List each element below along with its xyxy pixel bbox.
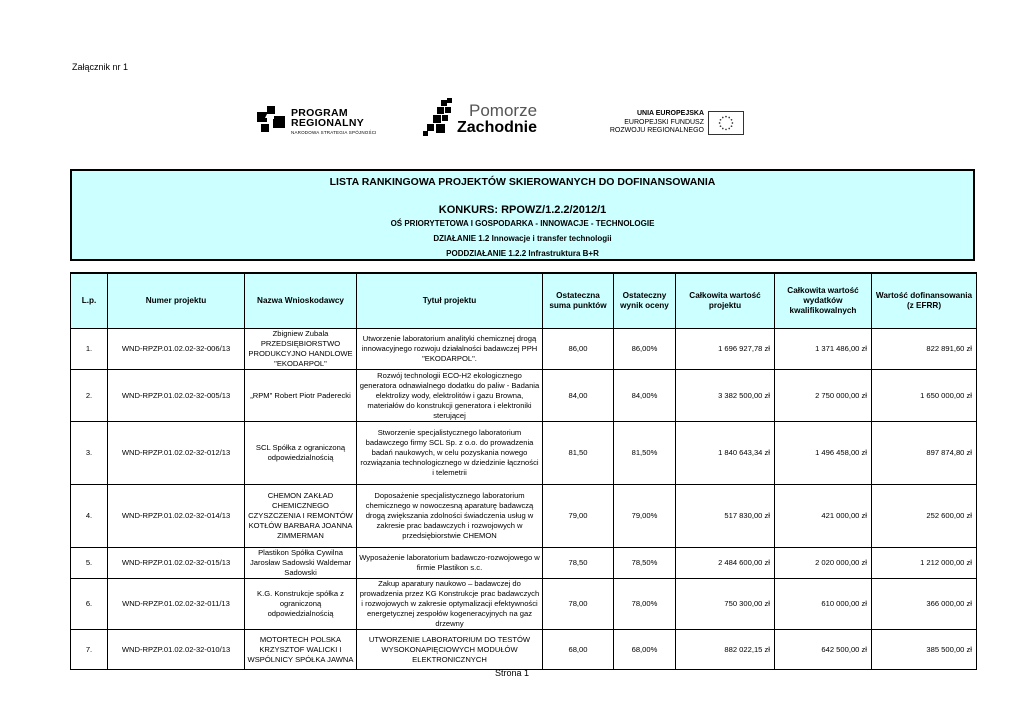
cell-punkty: 79,00 xyxy=(543,485,614,548)
col-header-wynik: Ostateczny wynik oceny xyxy=(614,273,676,329)
cell-wartosc: 882 022,15 zł xyxy=(676,630,775,670)
cell-wnioskodawca: SCL Spółka z ograniczoną odpowiedzialnością xyxy=(245,422,357,485)
cell-lp: 6. xyxy=(71,579,108,630)
cell-wartosc: 1 696 927,78 zł xyxy=(676,329,775,370)
cell-kwalifikowalne: 610 000,00 zł xyxy=(775,579,872,630)
cell-lp: 3. xyxy=(71,422,108,485)
cell-wynik: 84,00% xyxy=(614,370,676,422)
cell-wynik: 68,00% xyxy=(614,630,676,670)
cell-wnioskodawca: MOTORTECH POLSKA KRZYSZTOF WALICKI I WSPÓLNICY SPÓŁKA JAWNA xyxy=(245,630,357,670)
cell-wnioskodawca: Zbigniew Zubala PRZEDSIĘBIORSTWO PRODUKCYJNO HANDLOWE "EKODARPOL" xyxy=(245,329,357,370)
cell-lp: 2. xyxy=(71,370,108,422)
pomorze-zachodnie-mark-icon xyxy=(423,98,461,138)
col-header-punkty: Ostateczna suma punktów xyxy=(543,273,614,329)
cell-numer: WND-RPZP.01.02.02-32-005/13 xyxy=(108,370,245,422)
cell-tytul: Utworzenie laboratorium analityki chemicznej drogą innowacyjnego rozwoju działalności badawczej PPH "EKODARPOL". xyxy=(357,329,543,370)
cell-numer: WND-RPZP.01.02.02-32-014/13 xyxy=(108,485,245,548)
cell-kwalifikowalne: 421 000,00 zł xyxy=(775,485,872,548)
cell-kwalifikowalne: 1 371 486,00 zł xyxy=(775,329,872,370)
cell-numer: WND-RPZP.01.02.02-32-015/13 xyxy=(108,548,245,579)
cell-lp: 1. xyxy=(71,329,108,370)
cell-dofinansowanie: 252 600,00 zł xyxy=(872,485,977,548)
ranking-table xyxy=(70,272,977,670)
cell-punkty: 86,00 xyxy=(543,329,614,370)
cell-tytul: Zakup aparatury naukowo – badawczej do prowadzenia przez KG Konstrukcje prac badawczych i rozwojowych w zakresie optymalizacji efektywności energetycznej zespołów kogeneracyjnych na gaz drzewny xyxy=(357,579,543,630)
pomorze-text: Pomorze xyxy=(469,101,538,120)
annex-label: Załącznik nr 1 xyxy=(72,62,129,72)
cell-punkty: 78,50 xyxy=(543,548,614,579)
cell-dofinansowanie: 897 874,80 zł xyxy=(872,422,977,485)
table-row xyxy=(71,579,977,630)
program-line1: PROGRAM xyxy=(291,107,348,119)
program-sub: NARODOWA STRATEGIA SPÓJNOŚCI xyxy=(291,130,377,135)
cell-tytul: Rozwój technologii ECO-H2 ekologicznego generatora odnawialnego dodatku do paliw - Badania elektrolizy wody, elektrolitów i gazu Browna, materiałów do konstrukcji generatora i elektroniki sterującej xyxy=(357,370,543,422)
cell-numer: WND-RPZP.01.02.02-32-012/13 xyxy=(108,422,245,485)
cell-numer: WND-RPZP.01.02.02-32-011/13 xyxy=(108,579,245,630)
cell-tytul: Wyposażenie laboratorium badawczo-rozwojowego w firmie Plastikon s.c. xyxy=(357,548,543,579)
eu-logo xyxy=(588,110,748,136)
table-row xyxy=(71,422,977,485)
cell-tytul: Stworzenie specjalistycznego laboratorium badawczego firmy SCL Sp. z o.o. do prowadzenia badań naukowych, w celu pozyskania nowego rozwiązania technologicznego w dziedzinie łączności i telemetrii xyxy=(357,422,543,485)
col-header-dofinansowanie: Wartość dofinansowania (z EFRR) xyxy=(872,273,977,329)
col-header-wartosc: Całkowita wartość projektu xyxy=(676,273,775,329)
table-row xyxy=(71,548,977,579)
table-header-row xyxy=(71,273,977,329)
cell-kwalifikowalne: 2 020 000,00 zł xyxy=(775,548,872,579)
eu-line3: ROZWOJU REGIONALNEGO xyxy=(609,127,704,135)
cell-wartosc: 750 300,00 zł xyxy=(676,579,775,630)
cell-punkty: 78,00 xyxy=(543,579,614,630)
cell-lp: 4. xyxy=(71,485,108,548)
cell-wartosc: 517 830,00 zł xyxy=(676,485,775,548)
konkurs-label: KONKURS: RPOWZ/1.2.2/2012/1 xyxy=(438,204,607,216)
cell-tytul: UTWORZENIE LABORATORIUM DO TESTÓW WYSOKONAPIĘCIOWYCH MODUŁÓW ELEKTRONICZNYCH xyxy=(357,630,543,670)
poddzialanie-label: PODDZIAŁANIE 1.2.2 Infrastruktura B+R xyxy=(446,249,599,258)
dzialanie-label: DZIAŁANIE 1.2 Innowacje i transfer technologii xyxy=(433,234,612,243)
cell-kwalifikowalne: 2 750 000,00 zł xyxy=(775,370,872,422)
program-regionalny-mark-icon xyxy=(257,104,285,134)
cell-punkty: 81,50 xyxy=(543,422,614,485)
zachodnie-text: Zachodnie xyxy=(457,119,538,136)
cell-wnioskodawca: „RPM" Robert Piotr Paderecki xyxy=(245,370,357,422)
cell-dofinansowanie: 366 000,00 zł xyxy=(872,579,977,630)
cell-kwalifikowalne: 1 496 458,00 zł xyxy=(775,422,872,485)
eu-line2: EUROPEJSKI FUNDUSZ xyxy=(624,118,704,126)
cell-dofinansowanie: 1 650 000,00 zł xyxy=(872,370,977,422)
os-priorytetowa: OŚ PRIORYTETOWA I GOSPODARKA - INNOWACJE - TECHNOLOGIE xyxy=(390,219,655,228)
cell-wynik: 81,50% xyxy=(614,422,676,485)
cell-wynik: 78,50% xyxy=(614,548,676,579)
eu-line1: UNIA EUROPEJSKA xyxy=(636,110,704,117)
cell-punkty: 68,00 xyxy=(543,630,614,670)
eu-text xyxy=(610,110,704,136)
program-line2: REGIONALNY xyxy=(291,117,365,129)
table-row xyxy=(71,329,977,370)
header-box xyxy=(70,169,975,261)
cell-lp: 5. xyxy=(71,548,108,579)
cell-wnioskodawca: K.G. Konstrukcje spółka z ograniczoną odpowiedzialnością xyxy=(245,579,357,630)
cell-wnioskodawca: Plastikon Spółka Cywilna Jarosław Sadowski Waldemar Sadowski xyxy=(245,548,357,579)
cell-wynik: 86,00% xyxy=(614,329,676,370)
table-row xyxy=(71,485,977,548)
cell-wartosc: 3 382 500,00 zł xyxy=(676,370,775,422)
program-regionalny-logo xyxy=(255,102,390,136)
cell-kwalifikowalne: 642 500,00 zł xyxy=(775,630,872,670)
page-number: Strona 1 xyxy=(494,668,530,678)
cell-dofinansowanie: 385 500,00 zł xyxy=(872,630,977,670)
pomorze-zachodnie-logo xyxy=(423,98,553,140)
cell-wynik: 78,00% xyxy=(614,579,676,630)
cell-punkty: 84,00 xyxy=(543,370,614,422)
col-header-numer: Numer projektu xyxy=(108,273,245,329)
cell-numer: WND-RPZP.01.02.02-32-006/13 xyxy=(108,329,245,370)
cell-wynik: 79,00% xyxy=(614,485,676,548)
list-title: LISTA RANKINGOWA PROJEKTÓW SKIEROWANYCH DO DOFINANSOWANIA xyxy=(329,176,716,188)
cell-dofinansowanie: 1 212 000,00 zł xyxy=(872,548,977,579)
table-row xyxy=(71,630,977,670)
cell-wartosc: 1 840 643,34 zł xyxy=(676,422,775,485)
col-header-wnioskodawca: Nazwa Wnioskodawcy xyxy=(245,273,357,329)
cell-numer: WND-RPZP.01.02.02-32-010/13 xyxy=(108,630,245,670)
eu-flag-icon xyxy=(708,111,744,135)
program-regionalny-text xyxy=(291,108,364,128)
col-header-lp: L.p. xyxy=(71,273,108,329)
logo-bar xyxy=(255,98,755,140)
cell-wnioskodawca: CHEMON ZAKŁAD CHEMICZNEGO CZYSZCZENIA I REMONTÓW KOTŁÓW BARBARA JOANNA ZIMMERMAN xyxy=(245,485,357,548)
col-header-tytul: Tytuł projektu xyxy=(357,273,543,329)
cell-wartosc: 2 484 600,00 zł xyxy=(676,548,775,579)
cell-lp: 7. xyxy=(71,630,108,670)
col-header-kwalifikowalne: Całkowita wartość wydatków kwalifikowalnych xyxy=(775,273,872,329)
cell-tytul: Doposażenie specjalistycznego laboratorium chemicznego w nowoczesną aparaturę badawczą drogą zwiększania zdolności świadczenia usług w zakresie prac badawczych i rozwojowych w przedsiębiorstwie CHEMON xyxy=(357,485,543,548)
cell-dofinansowanie: 822 891,60 zł xyxy=(872,329,977,370)
table-row xyxy=(71,370,977,422)
